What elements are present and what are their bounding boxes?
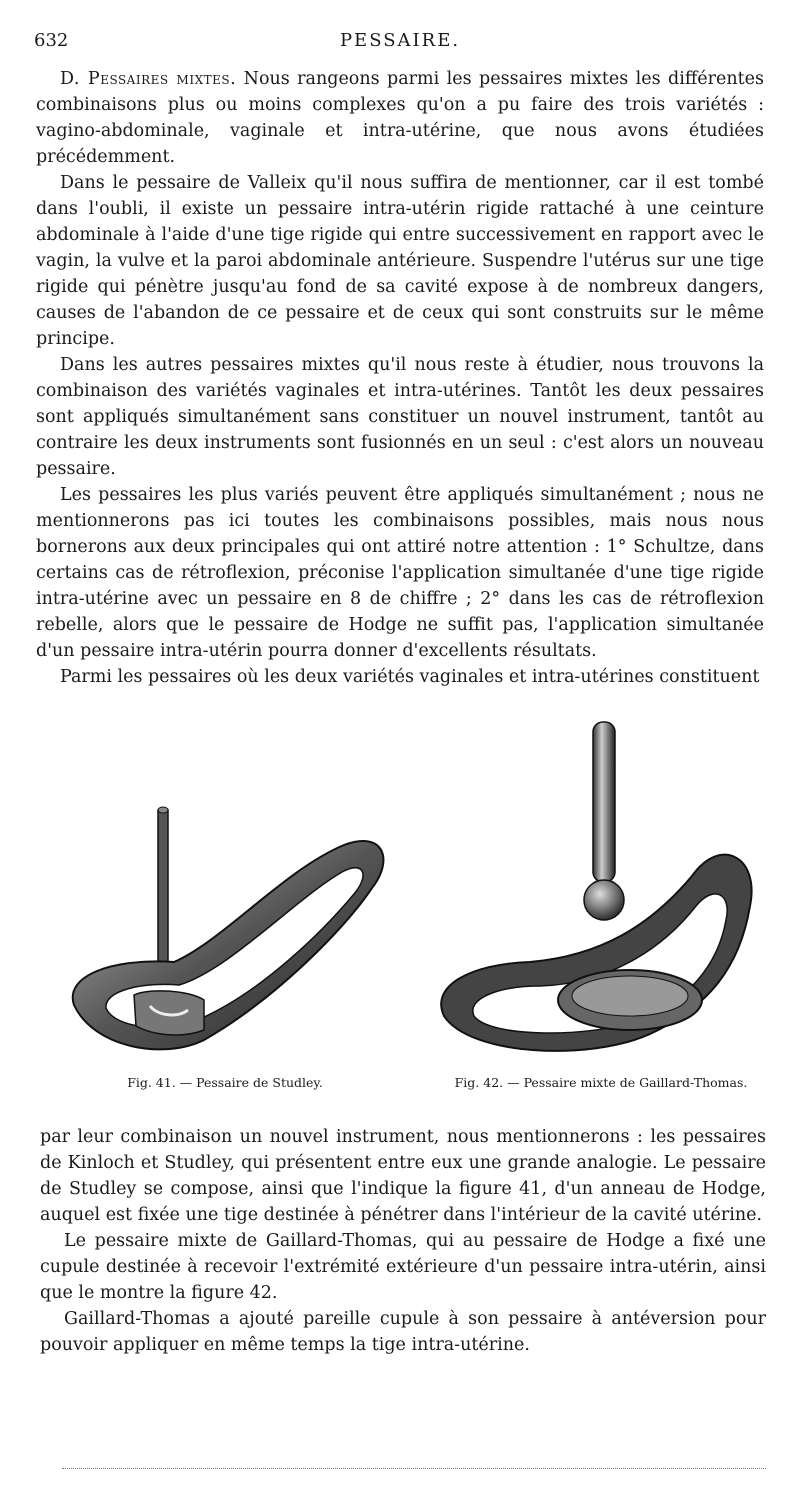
page-header [34,30,766,56]
paragraph: Parmi les pessaires où les deux variétés vaginales et intra-utérines constituent [60,667,760,687]
paragraph: D. Pessaires mixtes. Nous rangeons parmi les pessaires mixtes les différentes combinaisons plus ou moins complexes qu'on a pu faire des trois variétés : vagino-abdominale, vaginale et intra-utérine, que nous avons étudiées précédemment. [36,69,764,167]
gaillard-thomas-pessary-illustration [430,716,772,1070]
figure-caption: Fig. 41. — Pessaire de Studley. [127,1075,323,1090]
page-number: 632 [34,30,69,51]
paragraph: par leur combinaison un nouvel instrument, nous mentionnerons : les pessaires de Kinloch et Studley, qui présentent entre eux une grande analogie. Le pessaire de Studley se compose, ainsi que l'indique la figure 41, d'un anneau de Hodge, auquel est fixée une tige destinée à pénétrer dans l'intérieur de la cavité utérine. [40,1127,766,1225]
figure-42 [430,716,772,1090]
paragraph: Le pessaire mixte de Gaillard-Thomas, qui au pessaire de Hodge a fixé une cupule destinée à recevoir l'extrémité extérieure d'un pessaire intra-utérin, ainsi que le montre la figure 42. [40,1231,766,1303]
paragraph: Gaillard-Thomas a ajouté pareille cupule à son pessaire à antéversion pour pouvoir appliquer en même temps la tige intra-utérine. [40,1309,766,1355]
paragraph: Les pessaires les plus variés peuvent être appliqués simultanément ; nous ne mentionnerons pas ici toutes les combinaisons possibles, mais nous nous bornerons aux deux principales qui ont attiré notre attention : 1° Schultze, dans certains cas de rétroflexion, préconise l'application simultanée d'une tige rigide intra-utérine avec un pessaire en 8 de chiffre ; 2° dans les cas de rétroflexion rebelle, alors que le pessaire de Hodge ne suffit pas, l'application simultanée d'un pessaire intra-utérin pourra donner d'excellents résultats. [36,485,764,661]
figure-41 [54,790,396,1090]
footer-rule [62,1468,766,1469]
paragraph: Dans le pessaire de Valleix qu'il nous suffira de mentionner, car il est tombé dans l'oubli, il existe un pessaire intra-utérin rigide rattaché à une ceinture abdominale à l'aide d'une tige rigide qui entre successivement en rapport avec le vagin, la vulve et la paroi abdominale antérieure. Suspendre l'utérus sur une tige rigide qui pénètre jusqu'au fond de sa cavité expose à de nombreux dangers, causes de l'abandon de ce pessaire et de ceux qui sont construits sur le même principe. [36,173,764,349]
body-text-bottom [40,1124,766,1358]
section-label: D. Pessaires mixtes. [60,69,237,89]
body-text-top [36,66,764,690]
paragraph: Dans les autres pessaires mixtes qu'il nous reste à étudier, nous trouvons la combinaison des variétés vaginales et intra-utérines. Tantôt les deux pessaires sont appliqués simultanément sans constituer un nouvel instrument, tantôt au contraire les deux instruments sont fusionnés en un seul : c'est alors un nouveau pessaire. [36,355,764,479]
studley-pessary-illustration [54,790,396,1070]
running-title: PESSAIRE. [339,30,461,51]
figure-caption: Fig. 42. — Pessaire mixte de Gaillard-Thomas. [454,1075,748,1090]
